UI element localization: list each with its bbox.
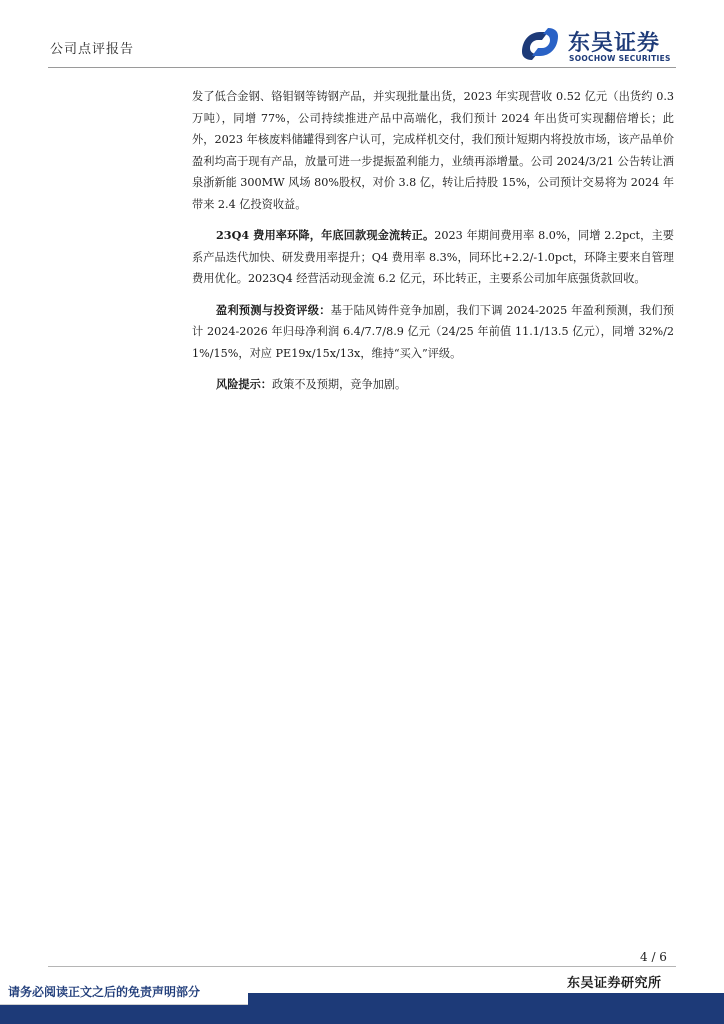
footer-divider (48, 966, 676, 967)
paragraph-text: 政策不及预期，竞争加剧。 (271, 378, 407, 391)
paragraph-expense-ratio (192, 225, 674, 290)
paragraph-risk-warning (192, 374, 674, 396)
paragraph-lead: 23Q4 费用率环降，年底回款现金流转正。 (216, 228, 435, 242)
paragraph-lead: 风险提示： (216, 377, 272, 391)
paragraph-text: 2023 年期间费用率 8.0%，同增 2.2pct，主要系产品迭代加快、研发费用率提升；Q4 费用率 8.3%，同环比+2.2/-1.0pct，环降主要来自管理费用优化。2023Q4 经营活动现金流 6.2 亿元，环比转正，主要系公司加年底强货款回收。 (192, 229, 674, 285)
page-number: 4 / 6 (640, 950, 667, 964)
institute-name: 东吴证券研究所 (567, 976, 662, 991)
company-logo (518, 26, 678, 66)
report-body (192, 86, 674, 406)
soochow-logo-icon (518, 26, 562, 62)
paragraph-text: 基于陆风铸件竞争加剧，我们下调 2024-2025 年盈利预测，我们预计 2024-2026 年归母净利润 6.4/7.7/8.9 亿元（24/25 年前值 11.1/13.5 亿元），同增 32%/21%/15%，对应 PE19x/15x/13x，维持“买入”评级。 (192, 303, 674, 360)
paragraph-lead: 盈利预测与投资评级： (216, 302, 331, 317)
header-divider (48, 67, 676, 68)
paragraph-casting-products (192, 86, 674, 215)
paragraph-earnings-forecast (192, 300, 674, 365)
logo-english-text: SOOCHOW SECURITIES (569, 54, 671, 63)
report-type-label: 公司点评报告 (50, 42, 135, 57)
disclaimer-text: 请务必阅读正文之后的免责声明部分 (8, 985, 201, 999)
logo-chinese-text: 东吴证券 (568, 31, 661, 56)
disclaimer-tab (0, 978, 248, 1005)
paragraph-text: 发了低合金钢、铬钼钢等铸钢产品，并实现批量出货，2023 年实现营收 0.52 亿元（出货约 0.3 万吨），同增 77%，公司持续推进产品中高端化，我们预计 2024 年出货可实现翻倍增长；此外，2023 年核废料储罐得到客户认可，完成样机交付，我们预计短期内将投放市场，该产品单价盈利均高于现有产品，放量可进一步提振盈利能力，业绩再添增量。公司 2024/3/21 公告转让酒泉浙新能 300MW 风场 80%股权，对价 3.8 亿，转让后持股 15%，公司预计交易将为 2024 年带来 2.4 亿投资收益。 (192, 90, 675, 211)
